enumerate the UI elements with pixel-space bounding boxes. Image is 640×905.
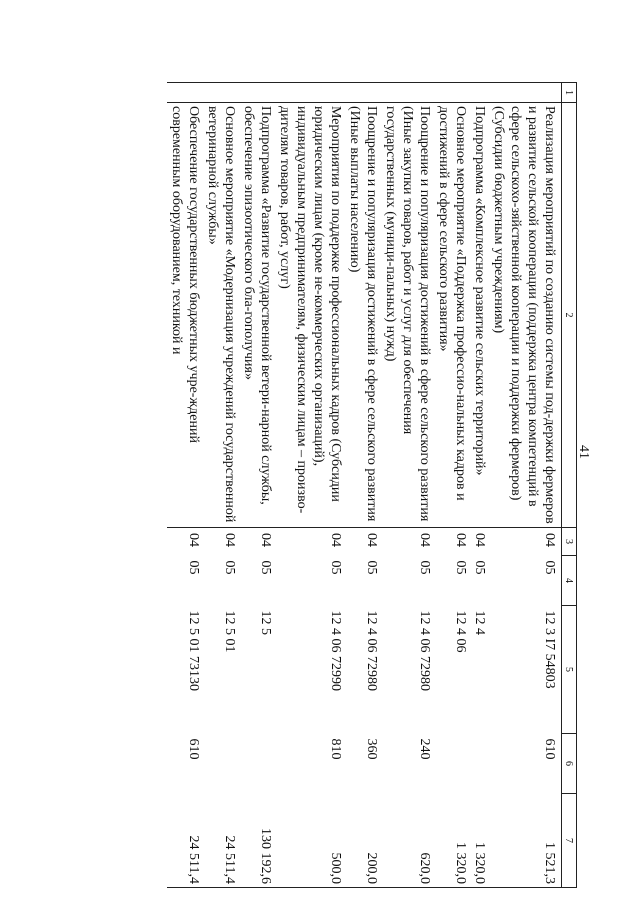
cell-item-name: Реализация мероприятий по созданию системы под-держки фермеров и развитие сельской кооперации (поддержка центра компетенций в сфере сельскохо-зяйственной кооперации и поддержки фермеров) (Субсидии бюджетным учреждениям) (489, 103, 562, 528)
cell-subsection-code: 05 (328, 560, 343, 575)
cell-target-article: 12 5 01 (222, 610, 237, 653)
cell-subsection-code: 05 (222, 560, 237, 575)
table-row (275, 83, 345, 888)
cell-subsection-code: 05 (472, 560, 487, 575)
cell-target-article: 12 3 I7 54803 (542, 610, 557, 689)
cell-row-number (381, 83, 434, 103)
table-row (167, 83, 203, 888)
cell-subsection-code: 05 (186, 560, 201, 575)
cell-item-name: Основное мероприятие «Поддержка профессио-нальных кадров и достижений в сфере сельского развития» (434, 103, 470, 528)
header-row (562, 83, 577, 888)
cell-target-article: 12 4 (472, 610, 487, 635)
cell-expense-type (203, 734, 239, 794)
cell-item-name: Подпрограмма «Развитие государственной ветери-нарной службы, обеспечение эпизоотического бла-гополучия» (239, 103, 275, 528)
header-col-6: 6 (562, 734, 577, 794)
cell-item-name: Мероприятия по поддержке профессиональных кадров (Субсидии юридическим лицам (кроме не-коммерческих организаций), индивидуальным предпринимателям, физическим лицам – произво-дителям товаров, работ, услуг) (275, 103, 345, 528)
cell-item-name: Поощрение и популяризация достижений в сфере сельского развития (Иные закупки товаров, работ и услуг для обеспечения государственных (муници-пальных) нужд) (381, 103, 434, 528)
cell-item-name: Поощрение и популяризация достижений в сфере сельского развития (Иные выплаты населению) (345, 103, 381, 528)
cell-row-number (275, 83, 345, 103)
cell-amount: 24 511,4 (167, 794, 203, 888)
header-col-3: 3 (562, 528, 577, 556)
cell-item-name: Обеспечение государственных бюджетных учре-ждений современным оборудованием, техникой и (167, 103, 203, 528)
table-row (203, 83, 239, 888)
cell-expense-type: 240 (417, 738, 432, 760)
header-col-4: 4 (562, 556, 577, 606)
cell-section-code: 04 (453, 533, 468, 547)
cell-section-code: 04 (542, 533, 557, 547)
header-col-5: 5 (562, 606, 577, 734)
cell-row-number (489, 83, 562, 103)
cell-section-code: 04 (258, 533, 273, 547)
cell-target-article: 12 4 06 72980 (364, 610, 379, 691)
table-row (470, 83, 489, 888)
cell-row-number (167, 83, 203, 103)
cell-amount: 500,0 (275, 794, 345, 888)
cell-expense-type: 610 (542, 738, 557, 760)
cell-row-number (345, 83, 381, 103)
table-row (345, 83, 381, 888)
cell-row-number (203, 83, 239, 103)
cell-subsection-code: 05 (364, 560, 379, 575)
cell-amount: 620,0 (381, 794, 434, 888)
table-row (489, 83, 562, 888)
cell-section-code: 04 (186, 533, 201, 547)
cell-section-code: 04 (364, 533, 379, 547)
page-number: 41 (576, 445, 591, 459)
cell-expense-type (470, 734, 489, 794)
cell-target-article: 12 4 06 (453, 610, 468, 653)
table-row (239, 83, 275, 888)
cell-amount: 130 192,6 (239, 794, 275, 888)
cell-section-code: 04 (328, 533, 343, 547)
cell-target-article: 12 5 01 73130 (186, 610, 201, 691)
cell-item-name: Подпрограмма «Комплексное развитие сельских территорий» (470, 103, 489, 528)
cell-amount: 1 320,0 (434, 794, 470, 888)
cell-subsection-code: 05 (258, 560, 273, 575)
cell-amount: 1 521,3 (489, 794, 562, 888)
cell-item-name: Основное мероприятие «Модернизация учреждений государственной ветеринарной службы» (203, 103, 239, 528)
budget-table-sheet (37, 82, 577, 887)
table-row (381, 83, 434, 888)
cell-amount: 1 320,0 (470, 794, 489, 888)
cell-row-number (434, 83, 470, 103)
cell-row-number (470, 83, 489, 103)
cell-target-article: 12 4 06 72980 (417, 610, 432, 691)
budget-table (167, 82, 577, 888)
cell-subsection-code: 05 (453, 560, 468, 575)
cell-section-code: 04 (222, 533, 237, 547)
header-col-1: 1 (562, 83, 577, 103)
cell-amount: 200,0 (345, 794, 381, 888)
table-row (434, 83, 470, 888)
header-col-2: 2 (562, 103, 577, 528)
cell-expense-type (239, 734, 275, 794)
table-body (167, 83, 562, 888)
cell-section-code: 04 (472, 533, 487, 547)
cell-amount: 24 511,4 (203, 794, 239, 888)
cell-expense-type (434, 734, 470, 794)
cell-subsection-code: 05 (542, 560, 557, 575)
cell-subsection-code: 05 (417, 560, 432, 575)
cell-target-article: 12 4 06 72990 (328, 610, 343, 691)
cell-expense-type: 360 (364, 738, 379, 760)
cell-expense-type: 810 (328, 738, 343, 760)
cell-target-article: 12 5 (258, 610, 273, 635)
header-col-7: 7 (562, 794, 577, 888)
cell-section-code: 04 (417, 533, 432, 547)
cell-expense-type: 610 (186, 738, 201, 760)
cell-row-number (239, 83, 275, 103)
